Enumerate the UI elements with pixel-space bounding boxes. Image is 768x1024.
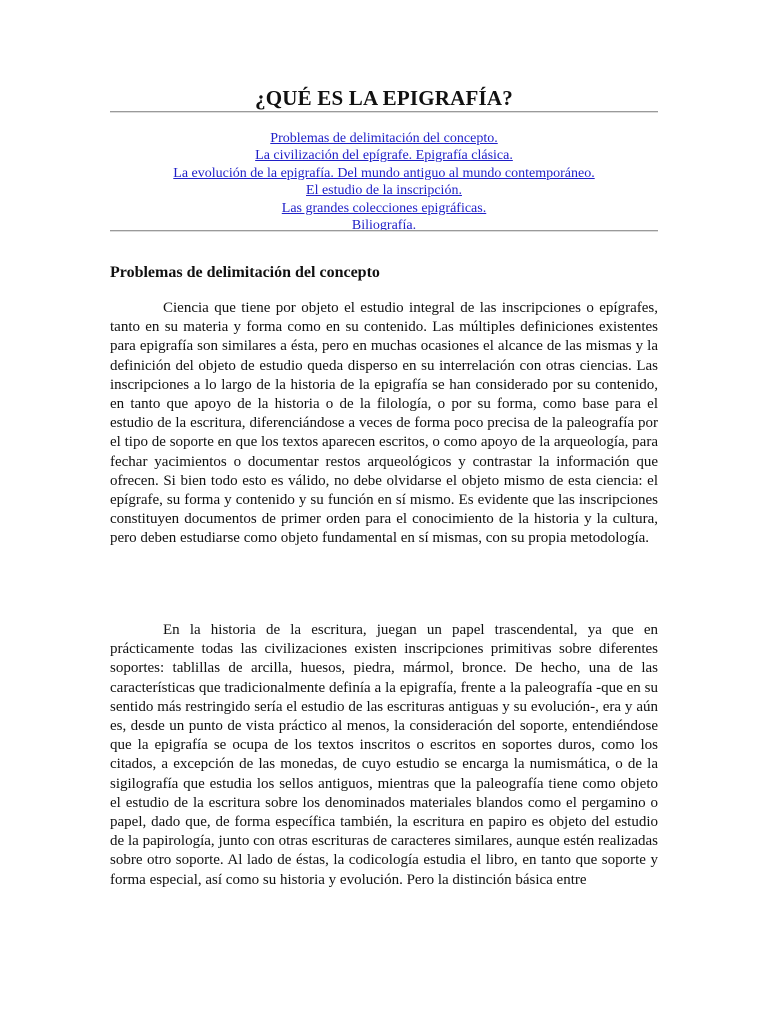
toc-item bbox=[110, 165, 658, 182]
title-divider bbox=[110, 111, 658, 113]
toc-item bbox=[110, 147, 658, 164]
toc-link-evolucion[interactable]: La evolución de la epigrafía. Del mundo antiguo al mundo contemporáneo. bbox=[173, 165, 595, 181]
table-of-contents bbox=[110, 130, 658, 234]
toc-item bbox=[110, 182, 658, 199]
section-heading: Problemas de delimitación del concepto bbox=[110, 264, 380, 281]
toc-link-bibliografia[interactable]: Biliografía. bbox=[351, 218, 417, 234]
toc-link-estudio-inscripcion[interactable]: El estudio de la inscripción. bbox=[306, 183, 462, 199]
paragraph: En la historia de la escritura, juegan un papel trascendental, ya que en prácticamente todas las civilizaciones existen inscripciones primitivas sobre diferentes soportes: tablillas de arcilla, huesos, piedra, mármol, bronce. De hecho, una de las características que tradicionalmente definía a la epigrafía, frente a la paleografía -que en su sentido más restringido sería el estudio de las escrituras antiguas y su evolución-, era y aún es, desde un punto de vista práctico al menos, la consideración del soporte, entendiéndose que la epigrafía se ocupa de los textos inscritos o escritos en soportes duros, como los citados, a excepción de las monedas, de cuyo estudio se encarga la numismática, o de la sigilografía que estudia los sellos antiguos, mientras que la paleografía tiene como objeto el estudio de la escritura sobre los denominados materiales blandos como el pergamino o papel, dado que, de forma específica también, la escritura en papiro es objeto del estudio de la papirología, junto con otras escrituras de caracteres similares, aunque estén realizadas sobre otro soporte. Al lado de éstas, la codicología estudia el libro, en tanto que soporte y forma especial, así como su historia y evolución. Pero la distinción básica entre bbox=[110, 622, 658, 888]
toc-item bbox=[110, 130, 658, 147]
toc-item bbox=[110, 200, 658, 217]
toc-link-delimitacion[interactable]: Problemas de delimitación del concepto. bbox=[270, 131, 498, 146]
page-title: ¿QUÉ ES LA EPIGRAFÍA? bbox=[255, 86, 513, 110]
paragraph: Ciencia que tiene por objeto el estudio integral de las inscripciones o epígrafes, tanto en su materia y forma como en su contenido. Las múltiples definiciones existentes para epigrafía son similares a ésta, pero en muchas ocasiones el alcance de las mismas y la definición del objeto de estudio queda disperso en su interrelación con otras ciencias. Las inscripciones a lo largo de la historia de la epigrafía se han considerado por su contenido, en tanto que apoyo de la historia o de la filología, o por su forma, como base para el estudio de la escritura, diferenciándose a veces de forma poco precisa de la paleografía por el tipo de soporte en que los textos aparecen escritos, o como apoyo de la arqueología, para fechar yacimientos o documentar restos arqueológicos y contrastar la información que ofrecen. Si bien todo esto es válido, no debe olvidarse el objeto mismo de esta ciencia: el epígrafe, su forma y contenido y su función en sí mismo. Es evidente que las inscripciones constituyen documentos de primer orden para el conocimiento de la historia y la cultura, pero deben estudiarse como objeto fundamental en sí mismas, con su propia metodología. bbox=[110, 300, 658, 547]
toc-link-civilizacion[interactable]: La civilización del epígrafe. Epigrafía clásica. bbox=[255, 148, 513, 164]
body-text-block bbox=[110, 299, 658, 549]
toc-divider bbox=[110, 230, 658, 232]
toc-link-colecciones[interactable]: Las grandes colecciones epigráficas. bbox=[281, 200, 487, 216]
body-text-block bbox=[110, 621, 658, 890]
